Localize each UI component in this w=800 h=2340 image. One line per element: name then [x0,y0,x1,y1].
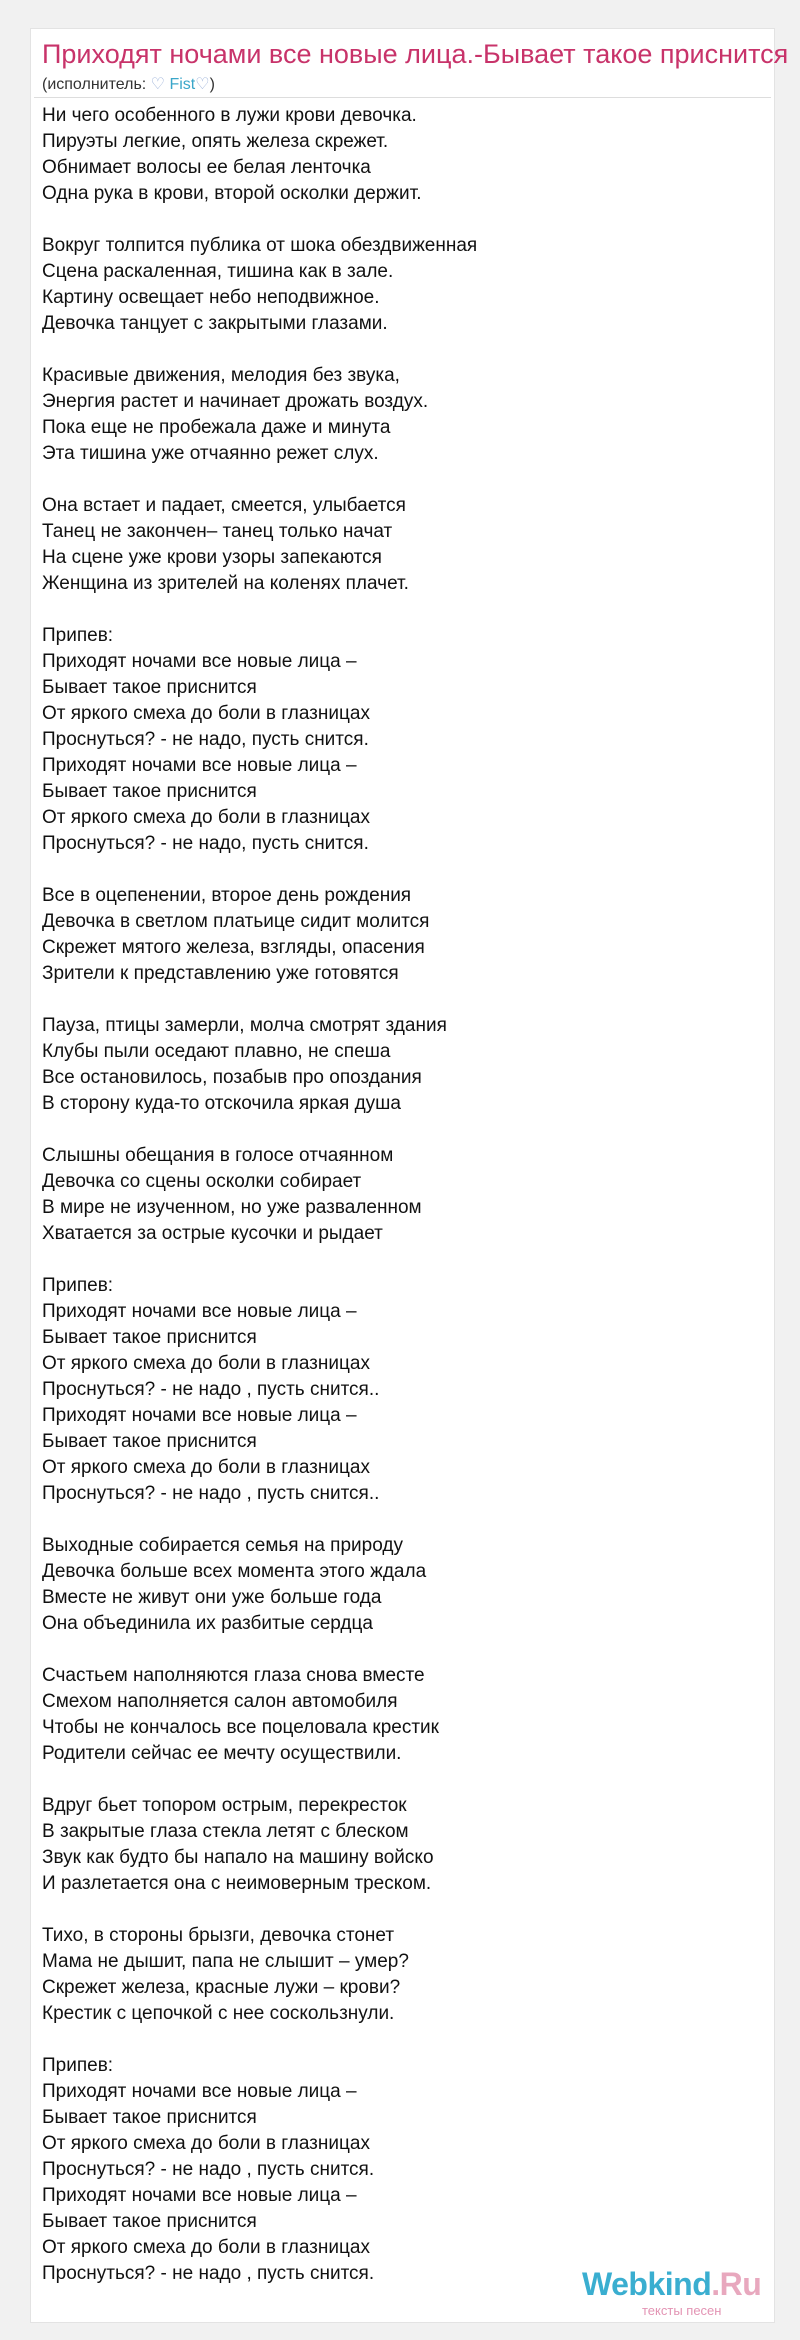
logo-tagline: тексты песен [642,2303,722,2318]
artist-line [42,74,215,94]
heart-icon: ♡ [150,76,166,93]
lyrics-text: Ни чего особенного в лужи крови девочка. Пируэты легкие, опять железа скрежет. Обнимает волосы ее белая ленточка Одна рука в крови, второй осколки держит. Вокруг толпится публика от шока обездвиженная Сцена раскаленная, тишина как в зале. Картину освещает небо неподвижное. Девочка танцует с закрытыми глазами. Красивые движения, мелодия без звука, Энергия растет и начинает дрожать воздух. Пока еще не пробежала даже и минута Эта тишина уже отчаянно режет слух. Она встает и падает, смеется, улыбается Танец не закончен– танец только начат На сцене уже крови узоры запекаются Женщина из зрителей на коленях плачет. Припев: Приходят ночами все новые лица – Бывает такое приснится От яркого смеха до боли в глазницах Проснуться? - не надо, пусть снится. Приходят ночами все новые лица – Бывает такое приснится От яркого смеха до боли в глазницах Проснуться? - не надо, пусть снится. Все в оцепенении, второе день рождения Девочка в светлом платьице сидит молится Скрежет мятого железа, взгляды, опасения Зрители к представлению уже готовятся Пауза, птицы замерли, молча смотрят здания Клубы пыли оседают плавно, не спеша Все остановилось, позабыв про опоздания В сторону куда-то отскочила яркая душа Слышны обещания в голосе отчаянном Девочка со сцены осколки собирает В мире не изученном, но уже разваленном Хватается за острые кусочки и рыдает Припев: Приходят ночами все новые лица – Бывает такое приснится От яркого смеха до боли в глазницах Проснуться? - не надо , пусть снится.. Приходят ночами все новые лица – Бывает такое приснится От яркого смеха до боли в глазницах Проснуться? - не надо , пусть снится.. Выходные собирается семья на природу Девочка больше всех момента этого ждала Вместе не живут они уже больше года Она объединила их разбитые сердца Счастьем наполняются глаза снова вместе Смехом наполняется салон автомобиля Чтобы не кончалось все поцеловала крестик Родители сейчас ее мечту осуществили. Вдруг бьет топором острым, перекресток В закрытые глаза стекла летят с блеском Звук как будто бы напало на машину войско И разлетается она с неимоверным треском. Тихо, в стороны брызги, девочка стонет Мама не дышит, папа не слышит – умер? Скрежет железа, красные лужи – крови? Крестик с цепочкой с нее соскользнули. Припев: Приходят ночами все новые лица – Бывает такое приснится От яркого смеха до боли в глазницах Проснуться? - не надо , пусть снится. Приходят ночами все новые лица – Бывает такое приснится От яркого смеха до боли в глазницах Проснуться? - не надо , пусть снится. [42,105,478,2284]
heart-icon: ♡ [195,76,210,93]
logo-word: Webkind [582,2266,712,2302]
artist-link[interactable]: Fist [169,76,196,93]
logo-tld: .Ru [711,2266,762,2302]
artist-prefix: (исполнитель: [42,76,151,93]
song-title: Приходят ночами все новые лица.-Бывает такое приснится [42,39,789,69]
webkind-logo[interactable] [582,2268,772,2328]
logo-wordmark [582,2268,761,2300]
artist-suffix: ) [209,76,215,93]
header-divider [34,97,771,98]
